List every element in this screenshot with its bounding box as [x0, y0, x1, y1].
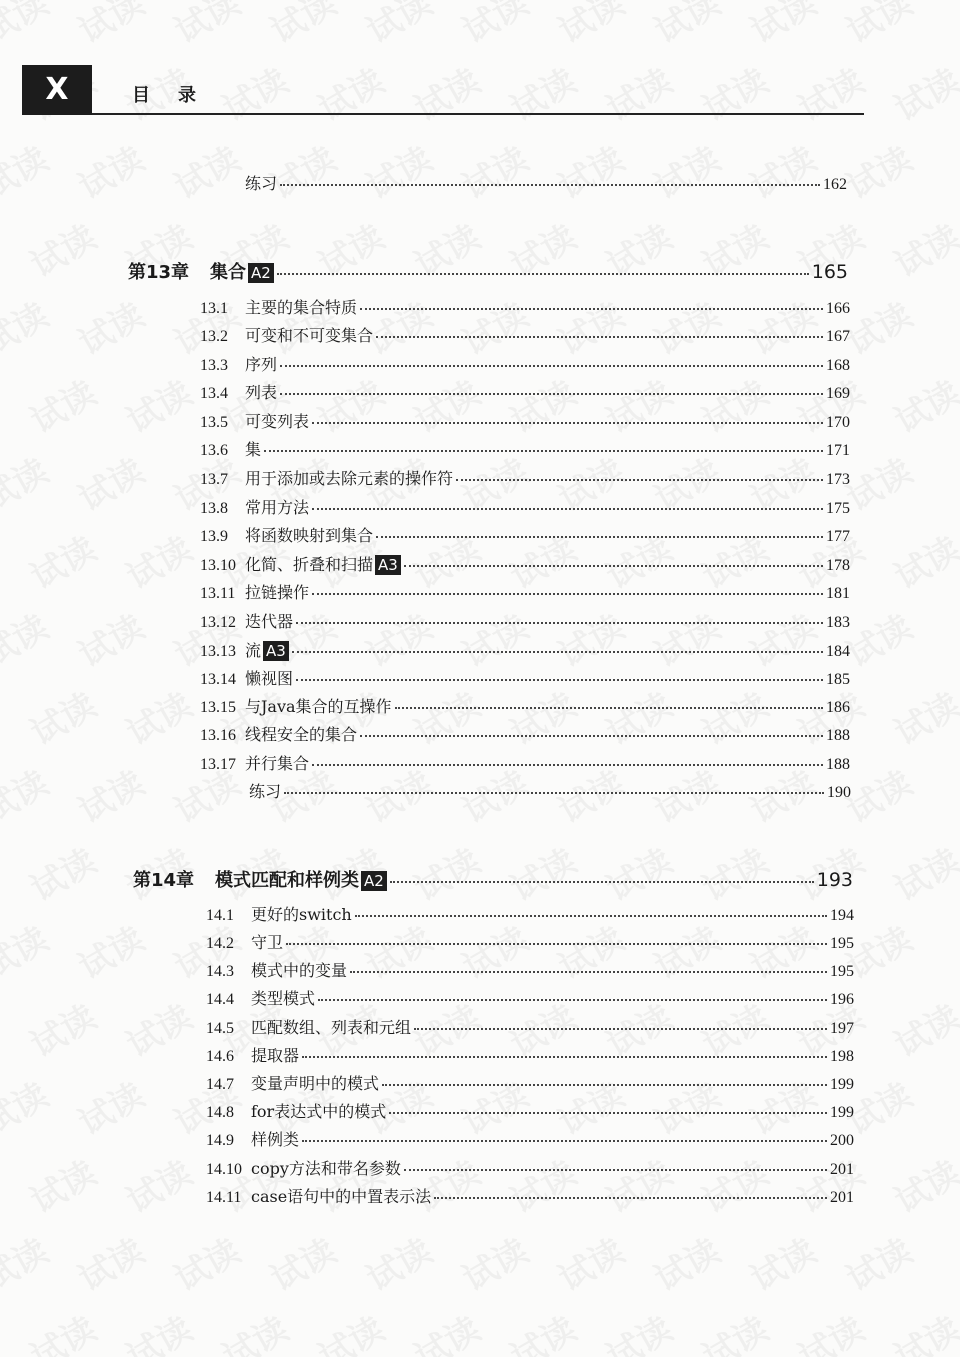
watermark-text — [308, 1302, 391, 1357]
page-number: 183 — [826, 614, 850, 631]
dot-leader — [390, 881, 814, 883]
toc-entry — [206, 986, 854, 1008]
section-title: 模式中的变量 — [251, 961, 348, 980]
dot-leader — [296, 679, 823, 681]
watermark-text — [0, 0, 56, 53]
toc-entry — [206, 930, 854, 952]
section-number: 13.11 — [200, 585, 236, 602]
chapter-entry — [133, 866, 853, 892]
toc-entry — [200, 580, 850, 602]
dot-leader — [312, 593, 823, 595]
toc-entry — [200, 666, 850, 688]
section-title: case语句中的中置表示法 — [251, 1187, 432, 1206]
watermark-text — [0, 1224, 56, 1300]
page-number: 171 — [826, 442, 850, 459]
dot-leader — [264, 450, 823, 452]
watermark-text — [452, 1224, 535, 1300]
watermark-text — [836, 0, 919, 53]
watermark-text — [404, 366, 487, 442]
dot-leader — [350, 971, 827, 973]
watermark-text — [884, 54, 960, 130]
page-number: 166 — [826, 300, 850, 317]
watermark-text — [0, 132, 56, 208]
watermark-text — [884, 678, 960, 754]
toc-entry — [200, 638, 850, 660]
watermark-text — [164, 0, 247, 53]
section-title: 匹配数组、列表和元组 — [251, 1018, 412, 1037]
section-title: 集 — [245, 440, 262, 459]
watermark-text — [68, 1068, 151, 1144]
toc-entry — [200, 466, 850, 488]
level-tag: A2 — [248, 263, 274, 283]
watermark-text — [884, 990, 960, 1066]
watermark-text — [68, 1224, 151, 1300]
toc-entry — [206, 902, 854, 924]
dot-leader — [404, 1169, 827, 1171]
page-number: 201 — [830, 1161, 854, 1178]
toc-entry — [200, 171, 847, 193]
page-number: 195 — [830, 963, 854, 980]
section-number: 14.4 — [206, 991, 234, 1008]
toc-entry — [200, 609, 850, 631]
dot-leader — [355, 915, 827, 917]
toc-entry — [200, 722, 850, 744]
section-number: 13.7 — [200, 471, 228, 488]
dot-leader — [296, 622, 823, 624]
section-title: 序列 — [245, 355, 278, 374]
watermark-text — [644, 1224, 727, 1300]
watermark-text — [20, 366, 103, 442]
section-title: 守卫 — [251, 933, 284, 952]
page-number: 178 — [826, 557, 850, 574]
section-title: 拉链操作 — [245, 583, 310, 602]
dot-leader — [286, 943, 827, 945]
header-rule — [92, 113, 864, 115]
watermark-text — [884, 1302, 960, 1357]
dot-leader — [280, 365, 823, 367]
dot-leader — [318, 999, 827, 1001]
section-number: 13.5 — [200, 414, 228, 431]
dot-leader — [434, 1197, 827, 1199]
toc-entry — [206, 1043, 854, 1065]
level-tag: A3 — [375, 555, 401, 575]
watermark-text — [20, 210, 103, 286]
watermark-text — [884, 522, 960, 598]
watermark-text — [116, 366, 199, 442]
watermark-text — [308, 366, 391, 442]
toc-entry — [200, 409, 850, 431]
dot-leader — [404, 565, 823, 567]
chapter-number: 第13章 — [128, 262, 190, 283]
dot-leader — [414, 1028, 827, 1030]
dot-leader — [382, 1084, 827, 1086]
dot-leader — [277, 273, 809, 275]
watermark-text — [212, 1302, 295, 1357]
toc-entry — [200, 380, 850, 402]
section-number: 13.12 — [200, 614, 236, 631]
page-number: 184 — [826, 643, 850, 660]
dot-leader — [389, 1112, 827, 1114]
toc-entry — [206, 1127, 854, 1149]
level-tag: A3 — [263, 641, 289, 661]
section-title: 更好的switch — [251, 905, 352, 924]
watermark-text — [404, 1302, 487, 1357]
page-number: 173 — [826, 471, 850, 488]
section-title: 并行集合 — [245, 754, 310, 773]
watermark-text — [836, 1224, 919, 1300]
section-number: 13.8 — [200, 500, 228, 517]
page-number: 197 — [830, 1020, 854, 1037]
watermark-text — [548, 1224, 631, 1300]
section-title: 列表 — [245, 383, 278, 402]
toc-entry — [204, 779, 851, 801]
dot-leader — [395, 707, 823, 709]
dot-leader — [280, 184, 820, 186]
dot-leader — [280, 393, 823, 395]
dot-leader — [456, 479, 823, 481]
section-title: 常用方法 — [245, 498, 310, 517]
section-title: 可变列表 — [245, 412, 310, 431]
chapter-entry — [128, 258, 848, 284]
section-number: 14.5 — [206, 1020, 234, 1037]
watermark-text — [500, 366, 583, 442]
toc-entry — [200, 295, 850, 317]
watermark-text — [20, 1302, 103, 1357]
watermark-text — [116, 1302, 199, 1357]
watermark-text — [68, 756, 151, 832]
dot-leader — [302, 1056, 827, 1058]
dot-leader — [312, 508, 823, 510]
watermark-text — [116, 678, 199, 754]
toc-entry — [200, 552, 850, 574]
section-title: 线程安全的集合 — [245, 725, 358, 744]
section-title: 迭代器 — [245, 612, 294, 631]
section-title: 与Java集合的互操作 — [245, 697, 392, 716]
watermark-text — [596, 366, 679, 442]
toc-entry — [206, 958, 854, 980]
watermark-text — [164, 1224, 247, 1300]
watermark-text — [0, 756, 56, 832]
toc-entry — [200, 694, 850, 716]
watermark-text — [692, 1302, 775, 1357]
section-number: 13.2 — [200, 328, 228, 345]
level-tag: A2 — [361, 871, 387, 891]
section-number: 14.6 — [206, 1048, 234, 1065]
toc-entry — [200, 751, 850, 773]
section-title: 练习 — [245, 174, 278, 193]
watermark-text — [68, 600, 151, 676]
watermark-text — [884, 834, 960, 910]
watermark-text — [116, 1146, 199, 1222]
page-number: 201 — [830, 1189, 854, 1206]
section-title: 提取器 — [251, 1046, 300, 1065]
page-title: 目录 — [132, 85, 224, 106]
section-number: 14.3 — [206, 963, 234, 980]
watermark-text — [260, 0, 343, 53]
section-number: 13.13 — [200, 643, 236, 660]
watermark-text — [68, 132, 151, 208]
toc-entry — [206, 1156, 854, 1178]
page-number: 186 — [826, 699, 850, 716]
toc-entry — [200, 523, 850, 545]
watermark-text — [0, 288, 56, 364]
dot-leader — [292, 651, 823, 653]
section-number: 14.10 — [206, 1161, 242, 1178]
watermark-text — [20, 1146, 103, 1222]
watermark-text — [68, 444, 151, 520]
page-number: 199 — [830, 1076, 854, 1093]
watermark-text — [20, 834, 103, 910]
toc-entry — [200, 352, 850, 374]
watermark-text — [884, 210, 960, 286]
watermark-text — [116, 990, 199, 1066]
watermark-text — [260, 1224, 343, 1300]
watermark-text — [548, 0, 631, 53]
toc-entry — [200, 323, 850, 345]
dot-leader — [312, 422, 823, 424]
section-title: 用于添加或去除元素的操作符 — [245, 469, 454, 488]
section-number: 13.6 — [200, 442, 228, 459]
page-number: 162 — [823, 176, 847, 193]
section-number: 14.7 — [206, 1076, 234, 1093]
watermark-text — [68, 0, 151, 53]
section-number: 14.11 — [206, 1189, 242, 1206]
section-title: 样例类 — [251, 1130, 300, 1149]
page-number: 196 — [830, 991, 854, 1008]
section-number: 14.2 — [206, 935, 234, 952]
dot-leader — [302, 1140, 827, 1142]
watermark-text — [68, 288, 151, 364]
section-number: 13.10 — [200, 557, 236, 574]
dot-leader — [376, 536, 823, 538]
dot-leader — [360, 308, 823, 310]
page-number: 168 — [826, 357, 850, 374]
watermark-text — [356, 1224, 439, 1300]
page-number: 188 — [826, 727, 850, 744]
watermark-text — [20, 522, 103, 598]
watermark-text — [68, 912, 151, 988]
watermark-text — [836, 132, 919, 208]
watermark-text — [596, 1302, 679, 1357]
section-number: 14.1 — [206, 907, 234, 924]
watermark-text — [740, 1224, 823, 1300]
section-title: 懒视图 — [245, 669, 294, 688]
section-title: for表达式中的模式 — [251, 1102, 387, 1121]
watermark-text — [0, 444, 56, 520]
page-number: 170 — [826, 414, 850, 431]
watermark-text — [356, 0, 439, 53]
dot-leader — [360, 735, 823, 737]
page-header — [22, 65, 864, 115]
toc-entry — [206, 1099, 854, 1121]
watermark-text — [644, 0, 727, 53]
dot-leader — [376, 336, 823, 338]
watermark-text — [500, 1302, 583, 1357]
section-title: copy方法和带名参数 — [251, 1159, 401, 1178]
toc-entry — [206, 1184, 854, 1206]
dot-leader — [312, 764, 823, 766]
section-number: 13.16 — [200, 727, 236, 744]
page-number: 198 — [830, 1048, 854, 1065]
watermark-text — [20, 990, 103, 1066]
page-number: 181 — [826, 585, 850, 602]
watermark-text — [452, 0, 535, 53]
section-number: 13.17 — [200, 756, 236, 773]
page-number: 188 — [826, 756, 850, 773]
section-title: 化简、折叠和扫描 — [245, 555, 374, 574]
section-number: 14.9 — [206, 1132, 234, 1149]
watermark-text — [740, 0, 823, 53]
page-number: 193 — [816, 869, 853, 891]
page-number: 165 — [811, 261, 848, 283]
section-number: 14.8 — [206, 1104, 234, 1121]
section-number: 13.4 — [200, 385, 228, 402]
section-number: 13.9 — [200, 528, 228, 545]
toc-entry — [200, 495, 850, 517]
section-number: 13.14 — [200, 671, 236, 688]
watermark-text — [0, 1068, 56, 1144]
page-number: 190 — [827, 784, 851, 801]
chapter-title: 模式匹配和样例类 — [215, 870, 359, 891]
page-number: 195 — [830, 935, 854, 952]
chapter-number: 第14章 — [133, 870, 195, 891]
chapter-title: 集合 — [210, 262, 246, 283]
section-title: 将函数映射到集合 — [245, 526, 374, 545]
page-number: 175 — [826, 500, 850, 517]
section-title: 流 — [245, 641, 262, 660]
section-title: 主要的集合特质 — [245, 298, 358, 317]
watermark-text — [116, 522, 199, 598]
page-number: 177 — [826, 528, 850, 545]
watermark-text — [692, 366, 775, 442]
section-number: 13.15 — [200, 699, 236, 716]
section-title: 变量声明中的模式 — [251, 1074, 380, 1093]
watermark-text — [884, 1146, 960, 1222]
toc-entry — [200, 437, 850, 459]
page-number: 169 — [826, 385, 850, 402]
watermark-text — [884, 366, 960, 442]
page-number: 167 — [826, 328, 850, 345]
watermark-text — [0, 912, 56, 988]
section-title: 类型模式 — [251, 989, 316, 1008]
dot-leader — [284, 792, 824, 794]
page-number: 194 — [830, 907, 854, 924]
page-number: 199 — [830, 1104, 854, 1121]
page-number: 185 — [826, 671, 850, 688]
page-number: 200 — [830, 1132, 854, 1149]
watermark-text — [0, 600, 56, 676]
watermark-text — [788, 1302, 871, 1357]
watermark-text — [20, 678, 103, 754]
section-number: 13.3 — [200, 357, 228, 374]
section-title: 练习 — [249, 782, 282, 801]
toc-entry — [206, 1071, 854, 1093]
section-title: 可变和不可变集合 — [245, 326, 374, 345]
toc-entry — [206, 1015, 854, 1037]
page-number-badge: X — [22, 65, 92, 115]
section-number: 13.1 — [200, 300, 228, 317]
